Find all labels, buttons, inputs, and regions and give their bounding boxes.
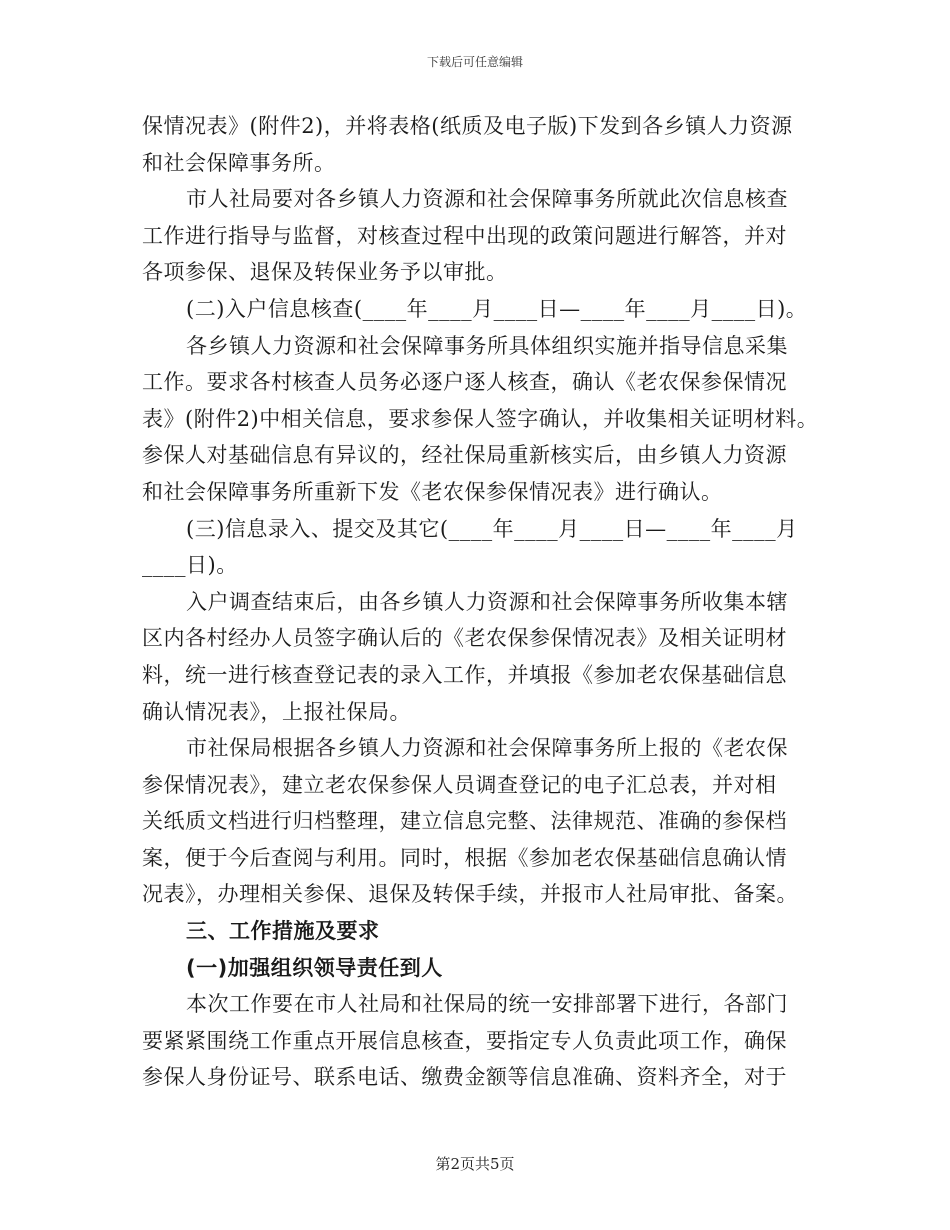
text-line: 关纸质文档进行归档整理，建立信息完整、法律规范、准确的参保档 — [142, 809, 787, 834]
text-line: 工作。要求各村核查人员务必逐户逐人核查，确认《老农保参保情况 — [142, 370, 787, 395]
page-footer: 第2页共5页 — [435, 1155, 515, 1173]
text-line: 区内各村经办人员签字确认后的《老农保参保情况表》及相关证明材 — [142, 626, 787, 651]
text-line: 要紧紧围绕工作重点开展信息核查，要指定专人负责此项工作，确保 — [142, 1028, 787, 1053]
paragraph-start: 市人社局要对各乡镇人力资源和社会保障事务所就此次信息核查 — [186, 187, 788, 212]
text-line: 参保情况表》，建立老农保参保人员调查登记的电子汇总表，并对相 — [142, 772, 777, 797]
section-heading-3: (三)信息录入、提交及其它(____年____月____日—____年____月 — [186, 516, 798, 541]
text-line: 工作进行指导与监督，对核查过程中出现的政策问题进行解答，并对 — [142, 223, 787, 248]
paragraph-start: 入户调查结束后，由各乡镇人力资源和社会保障事务所收集本辖 — [186, 589, 788, 614]
text-line: 料，统一进行核查登记表的录入工作，并填报《参加老农保基础信息 — [142, 662, 787, 687]
text-line: 况表》，办理相关参保、退保及转保手续，并报市人社局审批、备案。 — [142, 882, 798, 907]
text-line: 和社会保障事务所重新下发《老农保参保情况表》进行确认。 — [142, 479, 723, 504]
text-line: 各项参保、退保及转保业务予以审批。 — [142, 260, 508, 285]
text-line: 参保人身份证号、联系电话、缴费金额等信息准确、资料齐全，对于 — [142, 1065, 787, 1090]
chapter-heading: 三、工作措施及要求 — [186, 919, 380, 944]
text-line: 确认情况表》，上报社保局。 — [142, 699, 411, 724]
text-line: 案，便于今后查阅与利用。同时，根据《参加老农保基础信息确认情 — [142, 845, 787, 870]
text-line: 表》(附件2)中相关信息，要求参保人签字确认，并收集相关证明材料。 — [142, 406, 819, 431]
text-line: 参保人对基础信息有异议的，经社保局重新核实后，由乡镇人力资源 — [142, 443, 787, 468]
subsection-heading: (一)加强组织领导责任到人 — [186, 955, 443, 980]
paragraph-start: 市社保局根据各乡镇人力资源和社会保障事务所上报的《老农保 — [186, 736, 788, 761]
document-body — [142, 108, 822, 1096]
text-line: ____日)。 — [142, 553, 238, 578]
section-heading-2: (二)入户信息核查(____年____月____日—____年____月____日)。 — [186, 296, 808, 321]
text-line: 和社会保障事务所。 — [142, 150, 336, 175]
paragraph-start: 各乡镇人力资源和社会保障事务所具体组织实施并指导信息采集 — [186, 333, 788, 358]
text-line: 保情况表》(附件2)，并将表格(纸质及电子版)下发到各乡镇人力资源 — [142, 114, 793, 138]
paragraph-start: 本次工作要在市人社局和社保局的统一安排部署下进行，各部门 — [186, 992, 788, 1017]
page-header: 下载后可任意编辑 — [426, 55, 523, 69]
